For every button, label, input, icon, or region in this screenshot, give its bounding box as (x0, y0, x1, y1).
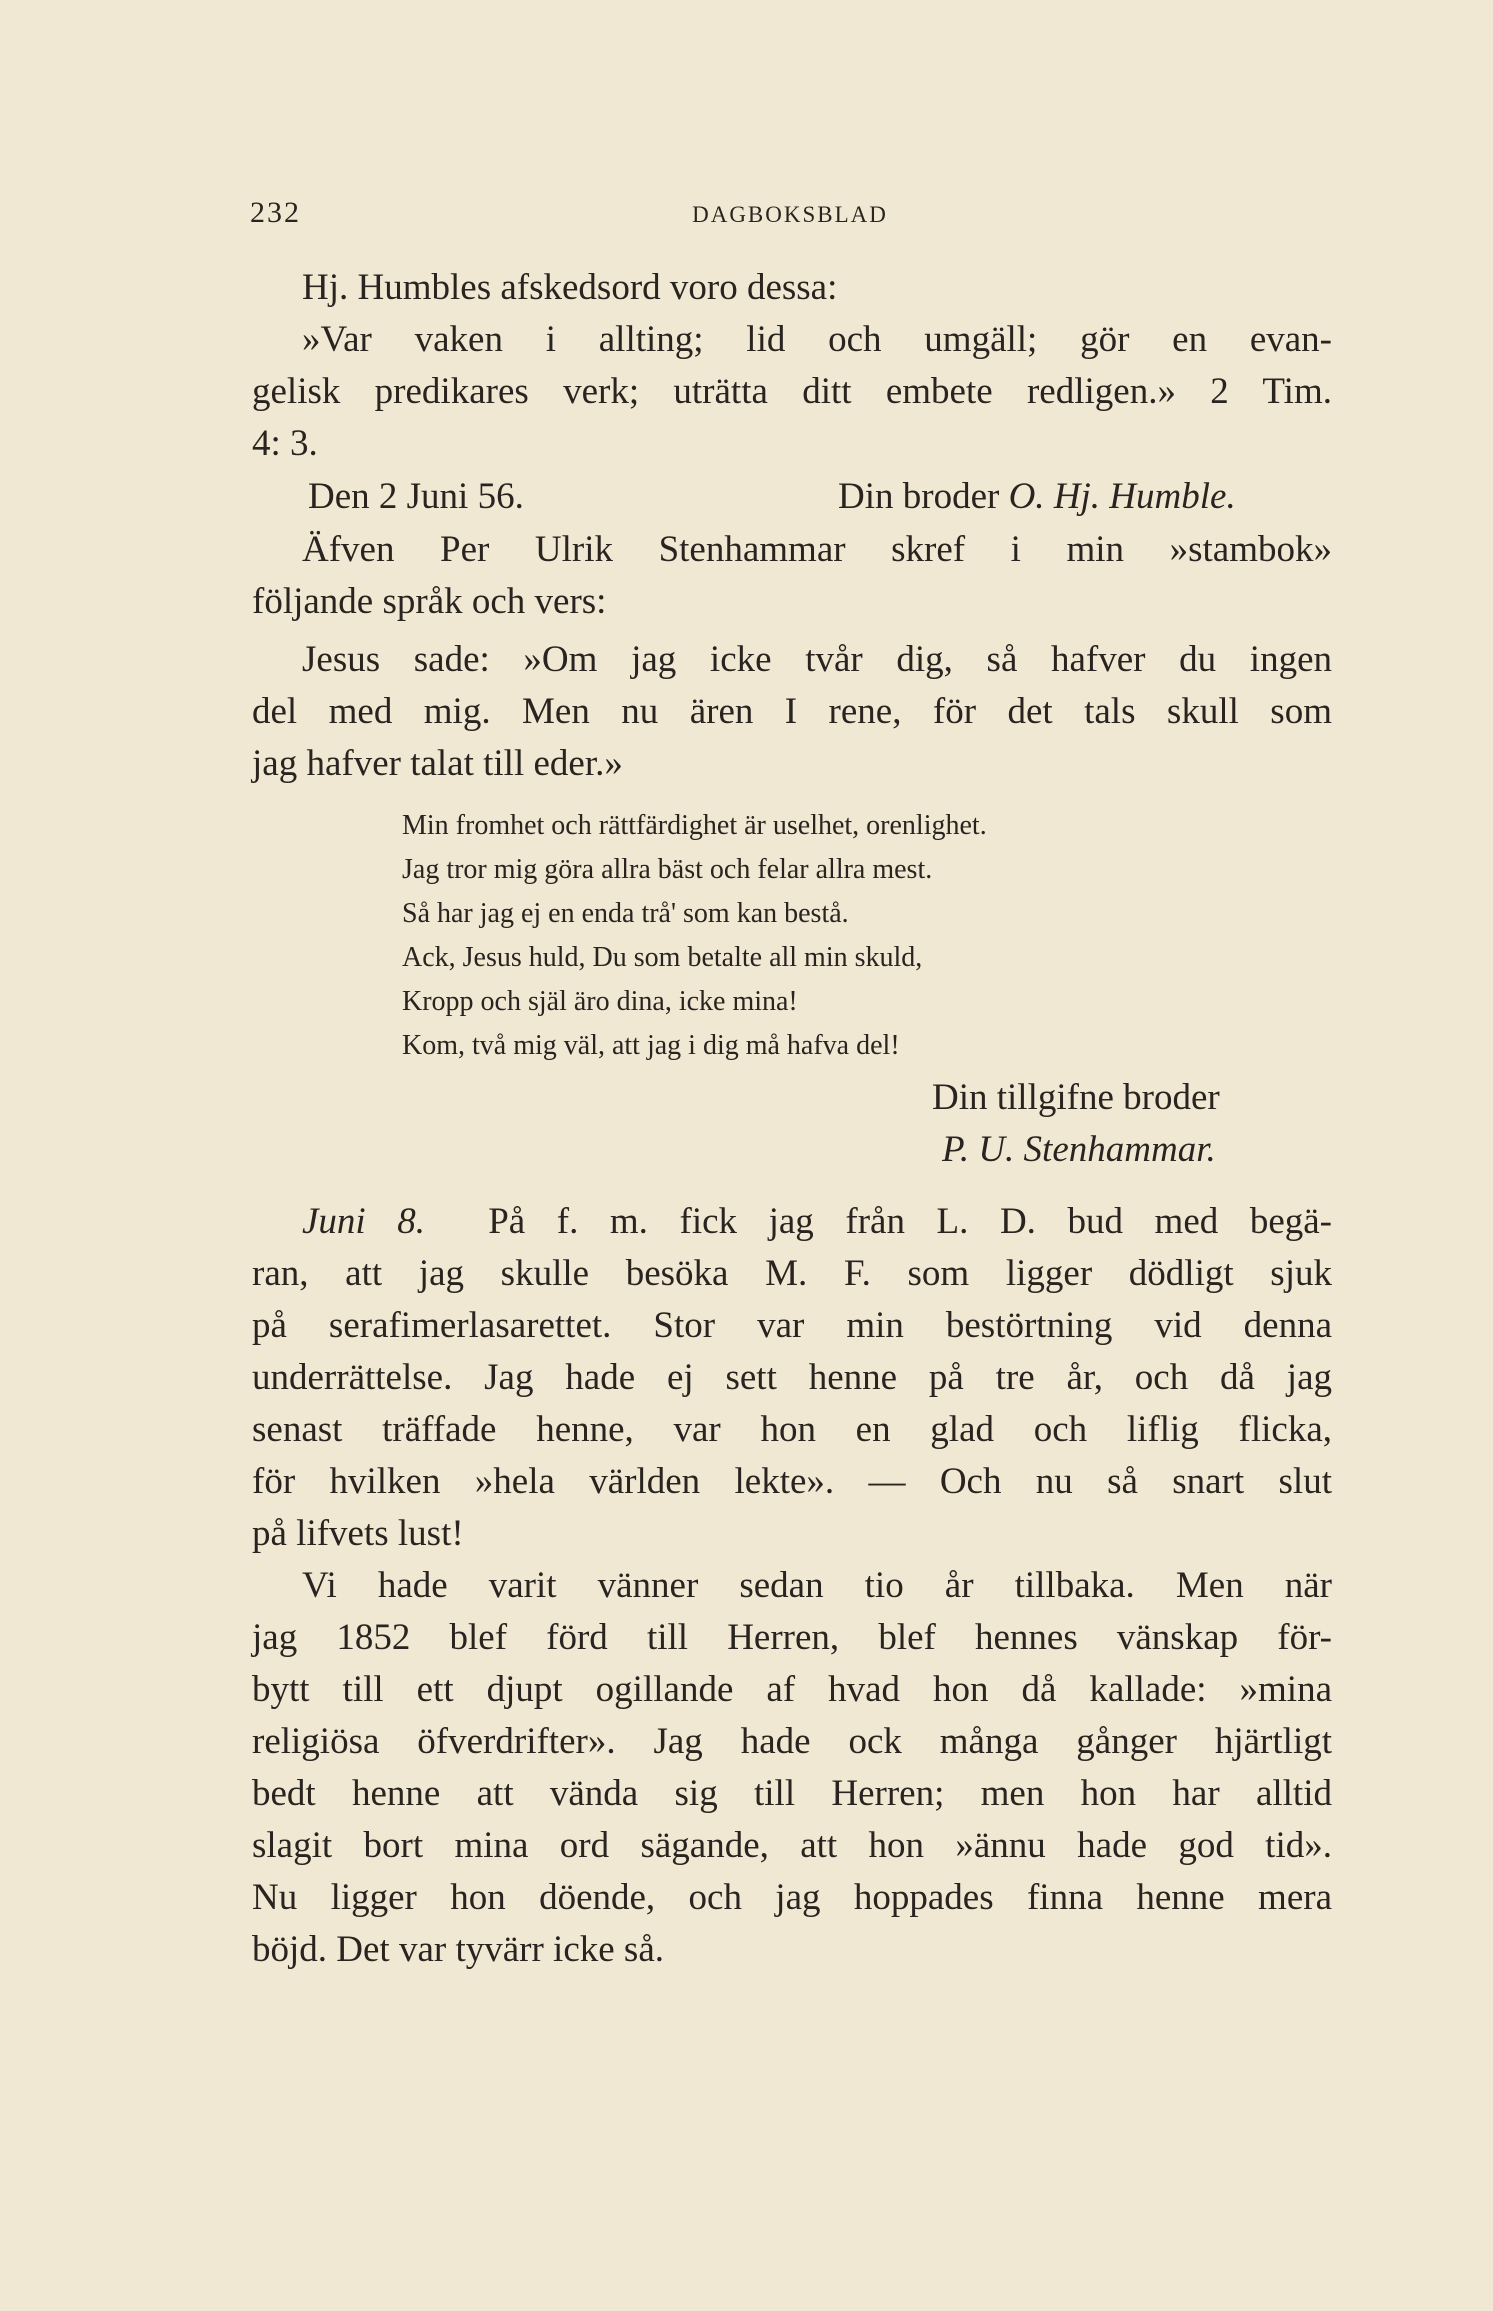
page-body (252, 262, 1332, 1976)
text-line: Hj. Humbles afskedsord voro dessa: (302, 267, 838, 308)
text-line: »Var vaken i allting; lid och umgäll; gör en evan- (302, 319, 1332, 360)
text-line: bedt henne att vända sig till Herren; men hon har alltid (252, 1773, 1332, 1814)
text-line: böjd. Det var tyvärr icke så. (252, 1929, 664, 1970)
poem-line: Så har jag ej en enda trå' som kan bestå. (402, 898, 849, 929)
text-line: Äfven Per Ulrik Stenhammar skref i min »stambok» (302, 529, 1332, 570)
text-line: 4: 3. (252, 423, 318, 464)
text-line: ran, att jag skulle besöka M. F. som ligger dödligt sjuk (252, 1253, 1332, 1294)
signoff-name: P. U. Stenhammar. (942, 1129, 1216, 1170)
poem-line: Kom, två mig väl, att jag i dig må hafva del! (402, 1030, 900, 1061)
text-line: på lifvets lust! (252, 1513, 464, 1554)
poem-line: Kropp och själ äro dina, icke mina! (402, 986, 798, 1017)
text-line (252, 1196, 1332, 1248)
verse-signoff (932, 1072, 1332, 1176)
poem-line: Min fromhet och rättfärdighet är uselhet, orenlighet. (402, 810, 987, 841)
text-line: jag 1852 blef förd till Herren, blef hennes vänskap för- (252, 1617, 1332, 1658)
paragraph-farewell (252, 262, 1332, 470)
running-head: DAGBOKSBLAD (692, 202, 888, 227)
text-line: religiösa öfverdrifter». Jag hade ock många gånger hjärtligt (252, 1721, 1332, 1762)
text-line: Nu ligger hon döende, och jag hoppades finna henne mera (252, 1877, 1332, 1918)
dated-signature-line (252, 470, 1332, 524)
poem-line: Ack, Jesus huld, Du som betalte all min skuld, (402, 942, 923, 973)
text-line: senast träffade henne, var hon en glad och liflig flicka, (252, 1409, 1332, 1450)
poem-verse (402, 804, 1332, 1068)
text-line: jag hafver talat till eder.» (252, 743, 623, 784)
page-header (250, 196, 1330, 236)
diary-entry-june-8 (252, 1196, 1332, 1560)
signature-closing: Din broder (838, 476, 1000, 517)
paragraph-friendship (252, 1560, 1332, 1976)
entry-first-line: På f. m. fick jag från L. D. bud med begä- (488, 1201, 1333, 1242)
text-line: för hvilken »hela världen lekte». — Och nu så snart slut (252, 1461, 1332, 1502)
text-line: slagit bort mina ord sägande, att hon »ännu hade god tid». (252, 1825, 1332, 1866)
text-line: bytt till ett djupt ogillande af hvad hon då kallade: »mina (252, 1669, 1332, 1710)
paragraph-stenhammar (252, 524, 1332, 790)
text-line: underrättelse. Jag hade ej sett henne på tre år, och då jag (252, 1357, 1332, 1398)
text-line: Jesus sade: »Om jag icke tvår dig, så hafver du ingen (302, 639, 1332, 680)
signature-name: O. Hj. Humble. (1008, 476, 1236, 517)
entry-date: Juni 8. (302, 1201, 426, 1242)
page-number: 232 (250, 196, 301, 229)
text-line: följande språk och vers: (252, 581, 607, 622)
text-line: del med mig. Men nu ären I rene, för det tals skull som (252, 691, 1332, 732)
signature-date: Den 2 Juni 56. (308, 476, 524, 517)
signoff-closing: Din tillgifne broder (932, 1077, 1220, 1118)
text-line: på serafimerlasarettet. Stor var min bestörtning vid denna (252, 1305, 1332, 1346)
poem-line: Jag tror mig göra allra bäst och felar allra mest. (402, 854, 933, 885)
text-line: gelisk predikares verk; uträtta ditt embete redligen.» 2 Tim. (252, 371, 1332, 412)
text-line: Vi hade varit vänner sedan tio år tillbaka. Men när (302, 1565, 1332, 1606)
